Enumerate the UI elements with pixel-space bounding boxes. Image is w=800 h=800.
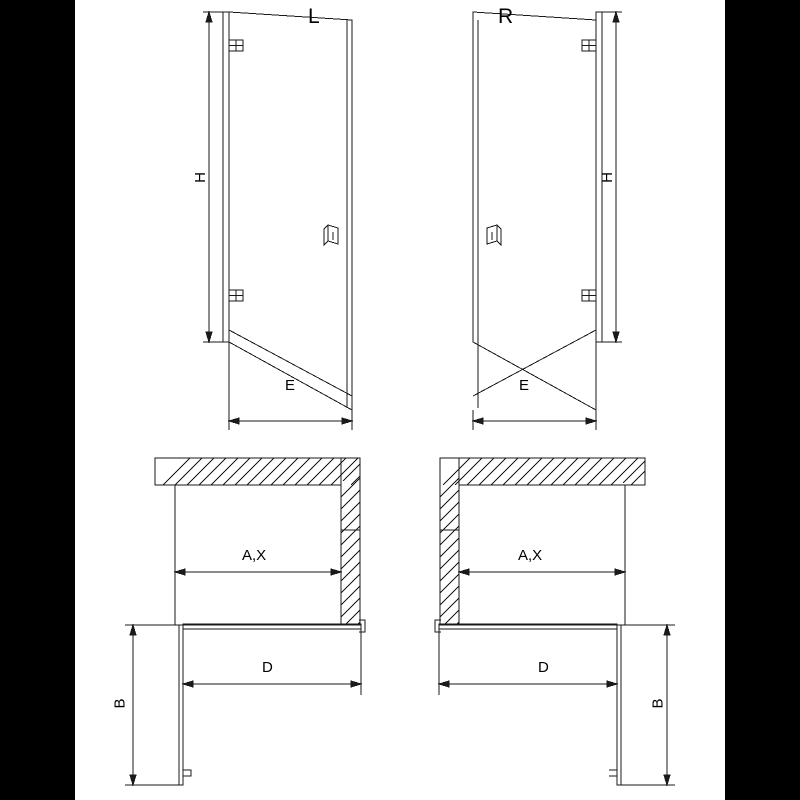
right-glass-panel: [473, 12, 596, 410]
dimension-label-h-left: H: [191, 172, 209, 183]
right-hinge-bottom-detail: [582, 290, 596, 301]
plan-left-panel-caps: [179, 625, 183, 785]
right-handle-side: [497, 225, 501, 245]
left-e-arrow-right: [342, 418, 352, 424]
plan-right-panel-caps: [617, 625, 621, 785]
plan-right-b-arrow-bottom: [664, 775, 670, 785]
plan-right-b-arrow-top: [664, 625, 670, 635]
right-e-arrow-left: [473, 418, 483, 424]
technical-drawing-sheet: [75, 0, 725, 800]
plan-left-fixed-panel: [179, 625, 183, 785]
plan-right-d-ext: [439, 629, 617, 695]
plan-right-hatch-right: [440, 478, 459, 625]
plan-left-hatch-right: [341, 478, 360, 625]
technical-drawing-svg: [75, 0, 725, 800]
plan-right-group: [435, 458, 675, 785]
plan-right-hatch-top: [443, 458, 645, 485]
plan-left-hatch-top: [159, 458, 360, 485]
left-e-arrow-left: [229, 418, 239, 424]
plan-right-d-arrow-left: [439, 681, 449, 687]
left-hinge-bottom-detail: [229, 290, 243, 301]
dimension-label-e-left: E: [285, 377, 296, 394]
variant-label-left: L: [308, 5, 320, 28]
dimension-label-d-left: D: [262, 659, 273, 676]
plan-left-group: [125, 458, 365, 785]
left-h-arrow-top: [206, 12, 212, 22]
left-hinge-top-detail: [229, 40, 243, 51]
plan-right-fixed-panel: [617, 625, 621, 785]
dimension-label-h-right: H: [598, 172, 616, 183]
plan-left-wall-outline: [155, 458, 360, 625]
elevation-left-group: [203, 12, 352, 430]
plan-right-wall-outline: [440, 458, 645, 625]
plan-left-ax-arrow-right: [331, 569, 341, 575]
right-h-arrow-bottom: [613, 332, 619, 342]
right-e-arrow-right: [586, 418, 596, 424]
plan-right-ax-arrow-right: [615, 569, 625, 575]
plan-left-b-arrow-bottom: [130, 775, 136, 785]
plan-left-ax-arrow-left: [175, 569, 185, 575]
right-h-arrow-top: [613, 12, 619, 22]
plan-right-d-arrow-right: [607, 681, 617, 687]
dimension-label-b-right: B: [649, 698, 667, 709]
plan-left-d-arrow-left: [183, 681, 193, 687]
left-glass-panel: [229, 12, 352, 410]
right-bottom-rail: [473, 330, 596, 396]
dimension-label-d-right: D: [538, 659, 549, 676]
dimension-label-ax-right: A,X: [518, 547, 543, 564]
left-handle-side: [324, 225, 328, 245]
left-wall-profile: [223, 12, 229, 342]
plan-left-d-arrow-right: [351, 681, 361, 687]
plan-right-ax-arrow-left: [459, 569, 469, 575]
right-hinge-top-detail: [582, 40, 596, 51]
left-h-arrow-bottom: [206, 332, 212, 342]
plan-left-ax-ext: [175, 485, 341, 580]
plan-left-foot: [183, 770, 191, 776]
dimension-label-b-left: B: [111, 698, 129, 709]
dimension-label-e-right: E: [519, 377, 530, 394]
dimension-label-ax-left: A,X: [242, 547, 267, 564]
variant-label-right: R: [498, 5, 514, 28]
plan-right-foot: [609, 770, 617, 776]
plan-left-b-arrow-top: [130, 625, 136, 635]
plan-right-ax-ext: [459, 485, 625, 580]
elevation-right-group: [473, 12, 622, 430]
